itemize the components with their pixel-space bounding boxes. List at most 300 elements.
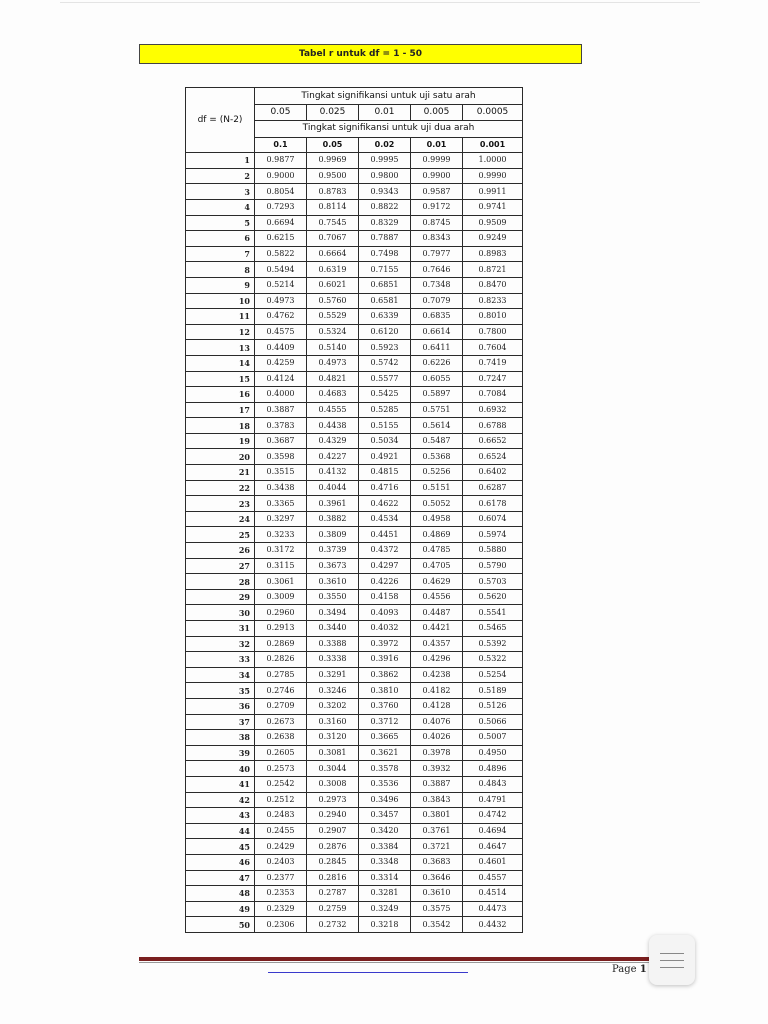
r-value-cell: 0.4226 <box>359 574 411 590</box>
table-row <box>186 309 523 325</box>
r-value-cell: 0.9995 <box>359 153 411 169</box>
r-value-cell: 0.3610 <box>411 886 463 902</box>
two-tail-label: Tingkat signifikansi untuk uji dua arah <box>255 120 523 137</box>
r-value-cell: 0.4647 <box>463 839 523 855</box>
r-value-cell: 0.8114 <box>307 199 359 215</box>
r-value-cell: 0.6021 <box>307 277 359 293</box>
table-row <box>186 168 523 184</box>
table-row <box>186 917 523 933</box>
r-value-cell: 0.4557 <box>463 870 523 886</box>
r-value-cell: 0.3536 <box>359 776 411 792</box>
r-value-cell: 0.6788 <box>463 418 523 434</box>
table-row <box>186 465 523 481</box>
r-value-cell: 0.8010 <box>463 309 523 325</box>
r-value-cell: 0.3061 <box>255 574 307 590</box>
hamburger-menu-icon[interactable] <box>649 935 695 985</box>
r-value-cell: 0.3338 <box>307 652 359 668</box>
r-value-cell: 0.8721 <box>463 262 523 278</box>
r-value-cell: 0.2787 <box>307 886 359 902</box>
r-value-cell: 0.4896 <box>463 761 523 777</box>
r-value-cell: 0.7977 <box>411 246 463 262</box>
r-value-cell: 0.4329 <box>307 433 359 449</box>
r-value-cell: 0.3008 <box>307 776 359 792</box>
r-value-cell: 0.3496 <box>359 792 411 808</box>
r-value-cell: 0.5052 <box>411 496 463 512</box>
r-value-cell: 0.3218 <box>359 917 411 933</box>
table-row <box>186 433 523 449</box>
r-value-cell: 0.7604 <box>463 340 523 356</box>
r-value-cell: 0.4421 <box>411 621 463 637</box>
r-value-cell: 0.5155 <box>359 418 411 434</box>
r-value-cell: 0.4514 <box>463 886 523 902</box>
r-value-cell: 0.2605 <box>255 745 307 761</box>
df-cell: 19 <box>186 433 255 449</box>
r-value-cell: 0.5790 <box>463 558 523 574</box>
df-cell: 17 <box>186 402 255 418</box>
df-cell: 13 <box>186 340 255 356</box>
r-value-cell: 0.3172 <box>255 543 307 559</box>
r-table <box>185 87 523 933</box>
df-cell: 50 <box>186 917 255 933</box>
r-value-cell: 0.5620 <box>463 589 523 605</box>
r-value-cell: 0.5494 <box>255 262 307 278</box>
df-cell: 27 <box>186 558 255 574</box>
r-value-cell: 0.9500 <box>307 168 359 184</box>
df-cell: 31 <box>186 621 255 637</box>
df-cell: 8 <box>186 262 255 278</box>
r-value-cell: 0.5760 <box>307 293 359 309</box>
r-value-cell: 0.3160 <box>307 714 359 730</box>
r-value-cell: 0.3598 <box>255 449 307 465</box>
table-row <box>186 901 523 917</box>
df-cell: 47 <box>186 870 255 886</box>
table-row <box>186 199 523 215</box>
r-value-cell: 0.3801 <box>411 808 463 824</box>
r-value-cell: 0.2973 <box>307 792 359 808</box>
df-cell: 24 <box>186 511 255 527</box>
r-value-cell: 0.4869 <box>411 527 463 543</box>
df-cell: 1 <box>186 153 255 169</box>
r-value-cell: 0.4791 <box>463 792 523 808</box>
r-value-cell: 0.2709 <box>255 698 307 714</box>
r-value-cell: 0.4432 <box>463 917 523 933</box>
r-value-cell: 0.4534 <box>359 511 411 527</box>
df-cell: 36 <box>186 698 255 714</box>
df-cell: 28 <box>186 574 255 590</box>
table-row <box>186 449 523 465</box>
df-cell: 34 <box>186 667 255 683</box>
r-value-cell: 0.9999 <box>411 153 463 169</box>
df-cell: 38 <box>186 730 255 746</box>
two-tail-level: 0.02 <box>359 137 411 153</box>
r-value-cell: 0.2512 <box>255 792 307 808</box>
one-tail-level: 0.005 <box>411 105 463 121</box>
r-value-cell: 0.7067 <box>307 231 359 247</box>
r-value-cell: 0.8745 <box>411 215 463 231</box>
r-value-cell: 0.2816 <box>307 870 359 886</box>
r-value-cell: 0.8783 <box>307 184 359 200</box>
one-tail-label: Tingkat signifikansi untuk uji satu arah <box>255 88 523 105</box>
df-cell: 16 <box>186 387 255 403</box>
df-cell: 5 <box>186 215 255 231</box>
r-value-cell: 0.3044 <box>307 761 359 777</box>
r-value-cell: 0.2483 <box>255 808 307 824</box>
r-value-cell: 0.3712 <box>359 714 411 730</box>
r-value-cell: 0.4158 <box>359 589 411 605</box>
table-row <box>186 293 523 309</box>
one-tail-level: 0.05 <box>255 105 307 121</box>
r-value-cell: 0.5254 <box>463 667 523 683</box>
r-value-cell: 0.2732 <box>307 917 359 933</box>
r-value-cell: 0.4716 <box>359 480 411 496</box>
df-cell: 2 <box>186 168 255 184</box>
df-cell: 29 <box>186 589 255 605</box>
r-value-cell: 0.3783 <box>255 418 307 434</box>
r-value-cell: 0.4451 <box>359 527 411 543</box>
table-row <box>186 714 523 730</box>
r-value-cell: 0.4694 <box>463 823 523 839</box>
r-value-cell: 0.2306 <box>255 917 307 933</box>
table-title: Tabel r untuk df = 1 - 50 <box>139 44 582 64</box>
r-value-cell: 0.7545 <box>307 215 359 231</box>
df-cell: 10 <box>186 293 255 309</box>
r-value-cell: 0.6524 <box>463 449 523 465</box>
two-tail-level: 0.01 <box>411 137 463 153</box>
r-value-cell: 0.2673 <box>255 714 307 730</box>
r-value-cell: 0.4357 <box>411 636 463 652</box>
table-row <box>186 418 523 434</box>
df-cell: 20 <box>186 449 255 465</box>
r-value-cell: 0.4575 <box>255 324 307 340</box>
r-value-cell: 0.2542 <box>255 776 307 792</box>
r-value-cell: 0.6932 <box>463 402 523 418</box>
r-value-cell: 0.6581 <box>359 293 411 309</box>
r-value-cell: 0.5880 <box>463 543 523 559</box>
r-value-cell: 0.4843 <box>463 776 523 792</box>
r-value-cell: 0.7887 <box>359 231 411 247</box>
df-cell: 44 <box>186 823 255 839</box>
df-cell: 7 <box>186 246 255 262</box>
df-cell: 41 <box>186 776 255 792</box>
df-cell: 18 <box>186 418 255 434</box>
r-value-cell: 0.5392 <box>463 636 523 652</box>
r-value-cell: 0.5487 <box>411 433 463 449</box>
r-value-cell: 0.9343 <box>359 184 411 200</box>
r-value-cell: 0.5897 <box>411 387 463 403</box>
r-value-cell: 0.5126 <box>463 698 523 714</box>
r-value-cell: 0.3978 <box>411 745 463 761</box>
table-row <box>186 558 523 574</box>
r-value-cell: 0.3760 <box>359 698 411 714</box>
table-row <box>186 886 523 902</box>
r-value-cell: 0.4026 <box>411 730 463 746</box>
r-value-cell: 0.4629 <box>411 574 463 590</box>
r-value-cell: 0.3882 <box>307 511 359 527</box>
r-value-cell: 0.3862 <box>359 667 411 683</box>
one-tail-level: 0.01 <box>359 105 411 121</box>
table-row <box>186 745 523 761</box>
r-value-cell: 0.4076 <box>411 714 463 730</box>
r-value-cell: 0.3515 <box>255 465 307 481</box>
r-value-cell: 0.3420 <box>359 823 411 839</box>
r-value-cell: 0.4182 <box>411 683 463 699</box>
table-row <box>186 543 523 559</box>
r-value-cell: 0.6652 <box>463 433 523 449</box>
r-value-cell: 0.5822 <box>255 246 307 262</box>
two-tail-level: 0.001 <box>463 137 523 153</box>
r-value-cell: 0.5529 <box>307 309 359 325</box>
r-value-cell: 0.3246 <box>307 683 359 699</box>
two-tail-level: 0.1 <box>255 137 307 153</box>
table-row <box>186 792 523 808</box>
table-row <box>186 480 523 496</box>
table-row <box>186 246 523 262</box>
r-value-cell: 0.4958 <box>411 511 463 527</box>
r-value-cell: 0.6664 <box>307 246 359 262</box>
table-row <box>186 823 523 839</box>
r-value-cell: 0.5577 <box>359 371 411 387</box>
r-value-cell: 0.3673 <box>307 558 359 574</box>
r-value-cell: 0.2403 <box>255 854 307 870</box>
r-value-cell: 0.4093 <box>359 605 411 621</box>
r-value-cell: 0.3687 <box>255 433 307 449</box>
r-value-cell: 0.4921 <box>359 449 411 465</box>
r-value-cell: 0.3739 <box>307 543 359 559</box>
r-value-cell: 0.4132 <box>307 465 359 481</box>
r-value-cell: 0.4622 <box>359 496 411 512</box>
r-value-cell: 0.2785 <box>255 667 307 683</box>
r-value-cell: 0.4259 <box>255 355 307 371</box>
r-value-cell: 0.9877 <box>255 153 307 169</box>
table-row <box>186 153 523 169</box>
r-value-cell: 0.3887 <box>411 776 463 792</box>
df-cell: 35 <box>186 683 255 699</box>
one-tail-level: 0.025 <box>307 105 359 121</box>
r-value-cell: 0.2455 <box>255 823 307 839</box>
r-value-cell: 0.3761 <box>411 823 463 839</box>
df-cell: 15 <box>186 371 255 387</box>
df-cell: 4 <box>186 199 255 215</box>
r-value-cell: 0.9172 <box>411 199 463 215</box>
table-row <box>186 402 523 418</box>
table-row <box>186 324 523 340</box>
r-value-cell: 0.5974 <box>463 527 523 543</box>
r-value-cell: 0.4762 <box>255 309 307 325</box>
r-value-cell: 0.4973 <box>307 355 359 371</box>
table-row <box>186 215 523 231</box>
df-cell: 22 <box>186 480 255 496</box>
r-value-cell: 0.5214 <box>255 277 307 293</box>
r-value-cell: 0.4044 <box>307 480 359 496</box>
table-row <box>186 184 523 200</box>
r-value-cell: 0.3388 <box>307 636 359 652</box>
r-value-cell: 0.4372 <box>359 543 411 559</box>
df-cell: 48 <box>186 886 255 902</box>
df-cell: 37 <box>186 714 255 730</box>
r-value-cell: 0.3291 <box>307 667 359 683</box>
r-value-cell: 0.8329 <box>359 215 411 231</box>
r-value-cell: 0.3550 <box>307 589 359 605</box>
r-value-cell: 0.6614 <box>411 324 463 340</box>
r-value-cell: 0.8233 <box>463 293 523 309</box>
df-cell: 49 <box>186 901 255 917</box>
r-value-cell: 0.5465 <box>463 621 523 637</box>
r-value-cell: 0.5923 <box>359 340 411 356</box>
r-value-cell: 0.6411 <box>411 340 463 356</box>
r-value-cell: 0.3365 <box>255 496 307 512</box>
r-value-cell: 0.5189 <box>463 683 523 699</box>
df-cell: 26 <box>186 543 255 559</box>
table-row <box>186 355 523 371</box>
r-value-cell: 0.4556 <box>411 589 463 605</box>
r-value-cell: 0.2845 <box>307 854 359 870</box>
table-row <box>186 870 523 886</box>
r-value-cell: 0.3916 <box>359 652 411 668</box>
r-value-cell: 0.3665 <box>359 730 411 746</box>
r-value-cell: 0.4555 <box>307 402 359 418</box>
table-row <box>186 854 523 870</box>
df-cell: 3 <box>186 184 255 200</box>
r-value-cell: 0.5541 <box>463 605 523 621</box>
table-row <box>186 636 523 652</box>
one-tail-level: 0.0005 <box>463 105 523 121</box>
r-value-cell: 0.4487 <box>411 605 463 621</box>
r-value-cell: 0.6120 <box>359 324 411 340</box>
table-row <box>186 621 523 637</box>
r-value-cell: 0.4296 <box>411 652 463 668</box>
df-cell: 40 <box>186 761 255 777</box>
page-word: Page <box>612 964 637 975</box>
df-cell: 33 <box>186 652 255 668</box>
r-value-cell: 0.9249 <box>463 231 523 247</box>
df-cell: 14 <box>186 355 255 371</box>
r-value-cell: 0.9587 <box>411 184 463 200</box>
df-cell: 46 <box>186 854 255 870</box>
table-row <box>186 761 523 777</box>
r-value-cell: 0.9800 <box>359 168 411 184</box>
r-value-cell: 0.2329 <box>255 901 307 917</box>
r-value-cell: 0.5256 <box>411 465 463 481</box>
r-value-cell: 0.3457 <box>359 808 411 824</box>
page-number <box>612 964 647 975</box>
r-value-cell: 0.3646 <box>411 870 463 886</box>
df-cell: 25 <box>186 527 255 543</box>
r-value-cell: 0.6287 <box>463 480 523 496</box>
table-row <box>186 496 523 512</box>
r-value-cell: 0.3438 <box>255 480 307 496</box>
df-cell: 9 <box>186 277 255 293</box>
r-value-cell: 0.3115 <box>255 558 307 574</box>
r-value-cell: 0.2940 <box>307 808 359 824</box>
r-value-cell: 0.6339 <box>359 309 411 325</box>
footer-subrule <box>139 962 667 963</box>
r-value-cell: 0.5066 <box>463 714 523 730</box>
df-cell: 6 <box>186 231 255 247</box>
r-value-cell: 0.6215 <box>255 231 307 247</box>
table-row <box>186 776 523 792</box>
r-value-cell: 0.9509 <box>463 215 523 231</box>
r-value-cell: 0.3297 <box>255 511 307 527</box>
two-tail-level: 0.05 <box>307 137 359 153</box>
r-value-cell: 0.3233 <box>255 527 307 543</box>
r-value-cell: 0.2826 <box>255 652 307 668</box>
r-value-cell: 0.4973 <box>255 293 307 309</box>
r-value-cell: 0.8343 <box>411 231 463 247</box>
table-row <box>186 652 523 668</box>
r-value-cell: 0.6074 <box>463 511 523 527</box>
r-value-cell: 0.3810 <box>359 683 411 699</box>
r-value-cell: 0.5285 <box>359 402 411 418</box>
r-value-cell: 0.3542 <box>411 917 463 933</box>
r-value-cell: 0.4601 <box>463 854 523 870</box>
table-row <box>186 387 523 403</box>
r-value-cell: 0.3202 <box>307 698 359 714</box>
table-row <box>186 667 523 683</box>
r-value-cell: 0.4124 <box>255 371 307 387</box>
r-value-cell: 0.6851 <box>359 277 411 293</box>
table-row <box>186 698 523 714</box>
r-value-cell: 0.3887 <box>255 402 307 418</box>
df-cell: 12 <box>186 324 255 340</box>
r-value-cell: 0.4238 <box>411 667 463 683</box>
df-cell: 45 <box>186 839 255 855</box>
table-row <box>186 527 523 543</box>
df-cell: 42 <box>186 792 255 808</box>
footer-rule <box>139 957 667 961</box>
r-value-cell: 0.4297 <box>359 558 411 574</box>
r-value-cell: 0.6055 <box>411 371 463 387</box>
r-value-cell: 0.8983 <box>463 246 523 262</box>
r-value-cell: 0.7079 <box>411 293 463 309</box>
table-row <box>186 808 523 824</box>
r-value-cell: 0.4705 <box>411 558 463 574</box>
r-value-cell: 0.2869 <box>255 636 307 652</box>
r-value-cell: 0.5614 <box>411 418 463 434</box>
r-value-cell: 0.4821 <box>307 371 359 387</box>
r-value-cell: 0.7084 <box>463 387 523 403</box>
r-value-cell: 0.3961 <box>307 496 359 512</box>
r-value-cell: 0.6226 <box>411 355 463 371</box>
r-value-cell: 0.8822 <box>359 199 411 215</box>
table-row <box>186 605 523 621</box>
r-value-cell: 0.9000 <box>255 168 307 184</box>
r-value-cell: 0.8054 <box>255 184 307 200</box>
r-value-cell: 0.4409 <box>255 340 307 356</box>
r-value-cell: 0.3384 <box>359 839 411 855</box>
r-value-cell: 1.0000 <box>463 153 523 169</box>
r-value-cell: 0.3249 <box>359 901 411 917</box>
df-cell: 11 <box>186 309 255 325</box>
r-value-cell: 0.5742 <box>359 355 411 371</box>
r-value-cell: 0.6694 <box>255 215 307 231</box>
r-value-cell: 0.5140 <box>307 340 359 356</box>
r-value-cell: 0.4227 <box>307 449 359 465</box>
r-value-cell: 0.9969 <box>307 153 359 169</box>
top-divider <box>60 2 700 3</box>
r-value-cell: 0.3120 <box>307 730 359 746</box>
r-value-cell: 0.6319 <box>307 262 359 278</box>
table-row <box>186 574 523 590</box>
df-cell: 30 <box>186 605 255 621</box>
table-row <box>186 277 523 293</box>
r-value-cell: 0.4473 <box>463 901 523 917</box>
r-value-cell: 0.7348 <box>411 277 463 293</box>
r-value-cell: 0.4683 <box>307 387 359 403</box>
r-value-cell: 0.9900 <box>411 168 463 184</box>
table-row <box>186 730 523 746</box>
r-value-cell: 0.4950 <box>463 745 523 761</box>
df-header: df = (N-2) <box>186 88 255 153</box>
